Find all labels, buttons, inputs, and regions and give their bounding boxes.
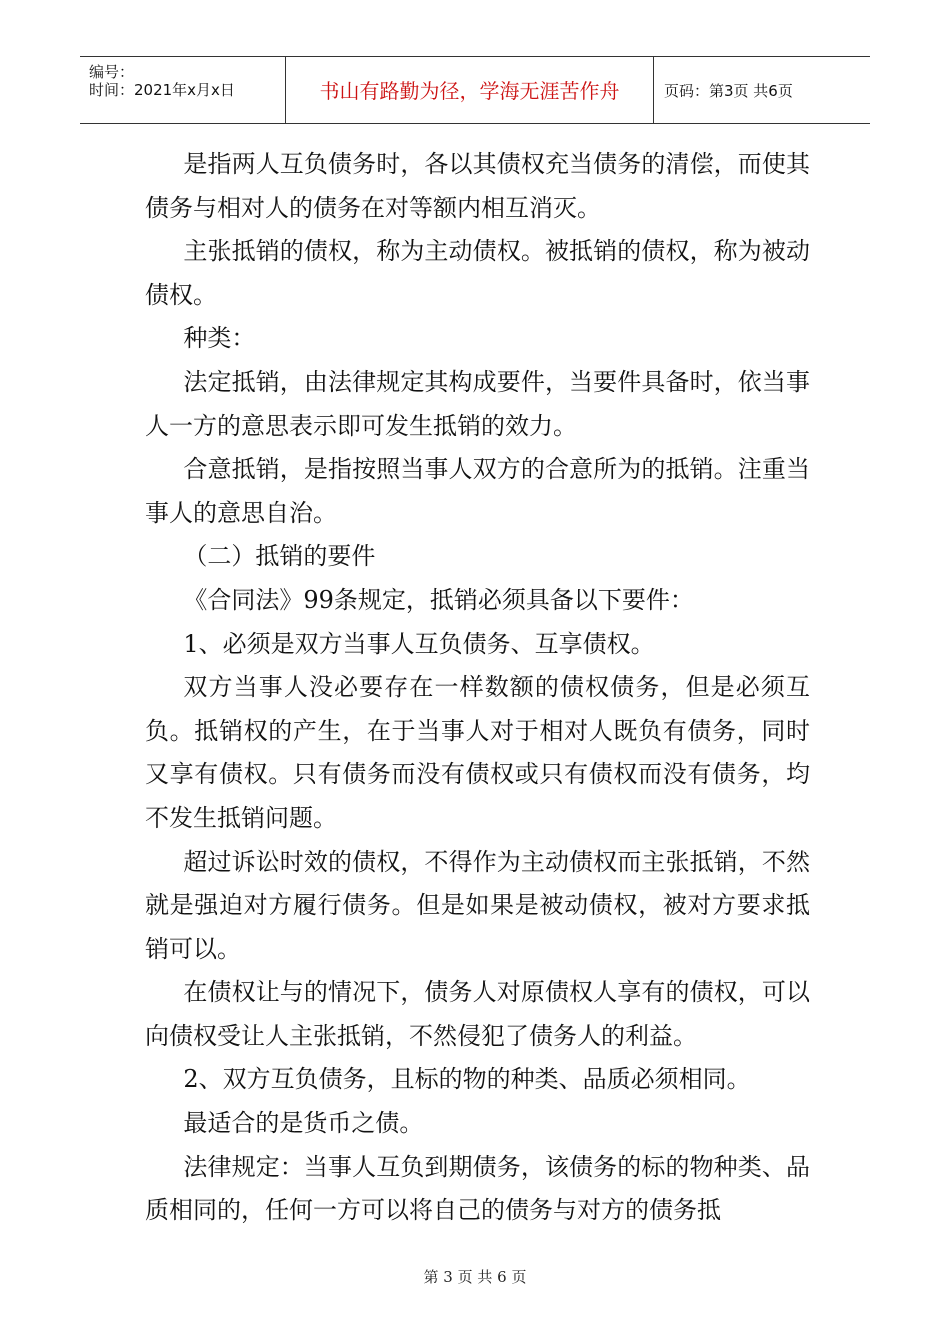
body-paragraph: 法律规定：当事人互负到期债务，该债务的标的物种类、品质相同的，任何一方可以将自己的债务与对方的债务抵	[145, 1152, 810, 1225]
list-item: 2、双方互负债务，且标的物的种类、品质必须相同。	[183, 1065, 751, 1094]
section-heading: （二）抵销的要件	[183, 542, 376, 571]
body-paragraph: 在债权让与的情况下，债务人对原债权人享有的债权，可以向债权受让人主张抵销，不然侵犯了债务人的利益。	[145, 978, 810, 1050]
header-number-label: 编号：	[89, 63, 135, 81]
body-paragraph: 主张抵销的债权，称为主动债权。被抵销的债权，称为被动债权。	[145, 237, 810, 309]
header-motto: 书山有路勤为径，学海无涯苦作舟	[319, 79, 620, 103]
body-paragraph: 《合同法》99条规定，抵销必须具备以下要件：	[183, 585, 694, 614]
page-header	[80, 56, 870, 124]
header-date-label: 时间：2021年x月x日	[89, 81, 235, 99]
body-paragraph: 合意抵销，是指按照当事人双方的合意所为的抵销。注重当事人的意思自治。	[145, 455, 810, 527]
body-paragraph: 法定抵销，由法律规定其构成要件，当要件具备时，依当事人一方的意思表示即可发生抵销的效力。	[145, 367, 810, 440]
header-page-info: 页码：第3页 共6页	[664, 82, 793, 100]
document-body	[145, 143, 810, 1233]
header-divider-right	[653, 57, 654, 123]
body-paragraph: 双方当事人没必要存在一样数额的债权债务，但是必须互负。抵销权的产生，在于当事人对于相对人既负有债务，同时又享有债权。只有债务而没有债权或只有债权而没有债务，均不发生抵销问题。	[145, 673, 810, 832]
body-paragraph: 种类：	[183, 324, 256, 353]
body-paragraph: 超过诉讼时效的债权，不得作为主动债权而主张抵销，不然就是强迫对方履行债务。但是如果是被动债权，被对方要求抵销可以。	[145, 847, 810, 963]
page-footer: 第 3 页 共 6 页	[423, 1268, 527, 1286]
list-item: 1、必须是双方当事人互负债务、互享债权。	[183, 629, 655, 658]
header-meta	[89, 63, 235, 99]
body-paragraph: 最适合的是货币之债。	[183, 1109, 424, 1138]
body-paragraph: 是指两人互负债务时，各以其债权充当债务的清偿，而使其债务与相对人的债务在对等额内相互消灭。	[145, 150, 810, 222]
